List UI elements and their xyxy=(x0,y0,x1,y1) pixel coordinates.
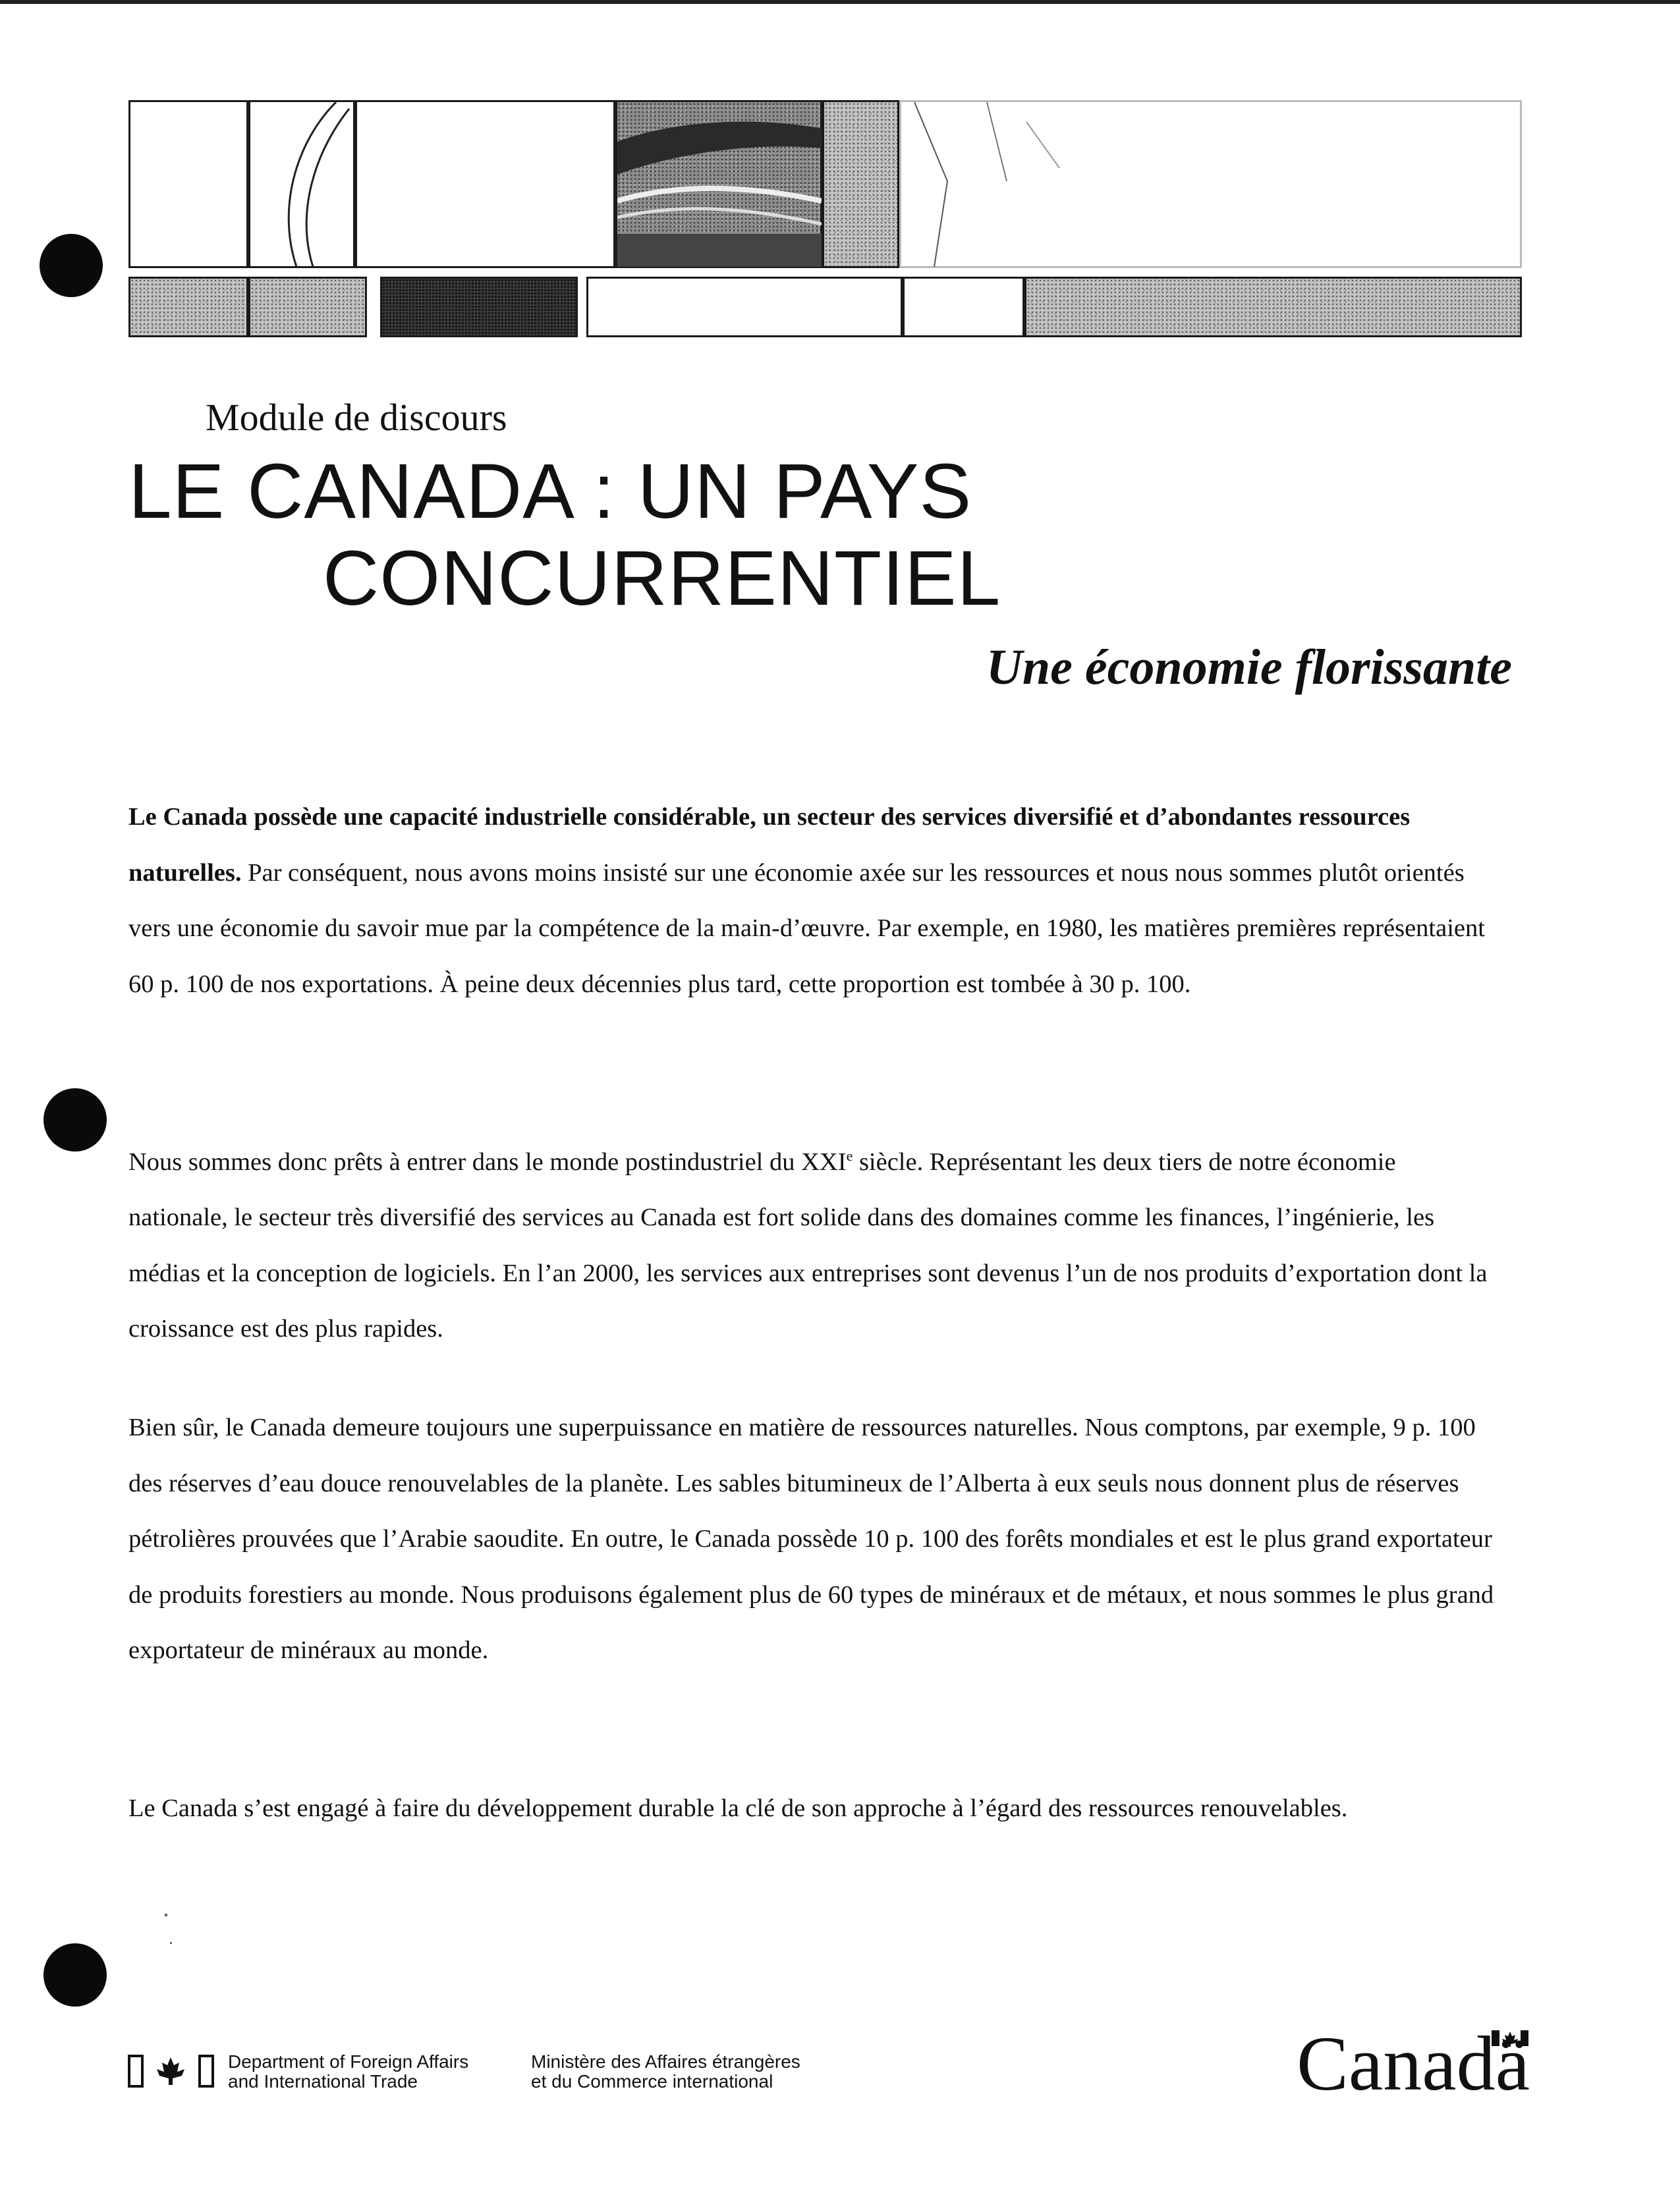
banner-lines xyxy=(908,102,1106,267)
banner-photo-shapes xyxy=(617,102,822,267)
banner-panel xyxy=(903,277,1024,337)
paragraph-2 xyxy=(128,1128,1499,1357)
canada-wordmark: Canadä xyxy=(1297,2020,1530,2107)
department-name-en xyxy=(228,2052,468,2092)
page-subtitle: Une économie florissante xyxy=(986,640,1512,695)
department-name-fr-line1: Ministère des Affaires étrangères xyxy=(531,2051,800,2072)
scan-speck xyxy=(170,1942,172,1944)
banner-panel xyxy=(586,277,903,337)
banner-panel xyxy=(1024,277,1522,337)
banner-panel xyxy=(128,100,248,268)
punch-hole-bottom xyxy=(43,1943,107,2007)
banner-panel xyxy=(822,100,899,268)
paragraph-1-text: Par conséquent, nous avons moins insisté sur une économie axée sur les ressources et nous nous sommes plutôt orientés vers une économie du savoir mue par la compétence de la main-d’œuvre. Par exemple, en 1980, les matières premières représentaient 60 p. 100 de nos exportations. À peine deux décennies plus tard, cette proportion est tombée à 30 p. 100. xyxy=(128,858,1485,998)
banner-photo-panel xyxy=(615,100,822,268)
banner-panel xyxy=(380,277,578,337)
page-title-line1: LE CANADA : UN PAYS xyxy=(128,448,972,535)
module-label: Module de discours xyxy=(206,396,507,439)
banner-panel xyxy=(128,277,248,337)
banner-panel xyxy=(899,100,1522,268)
paragraph-2-superscript: e xyxy=(846,1148,853,1164)
paragraph-3: Bien sûr, le Canada demeure toujours une superpuissance en matière de ressources naturelles. Nous comptons, par exemple, 9 p. 100 des réserves d’eau douce renouvelables de la planète. Les sables bitumineux de l’Alberta à eux seuls nous donnent plus de réserves pétrolières prouvées que l’Arabie saoudite. En outre, le Canada possède 10 p. 100 des forêts mondiales et est le plus grand exportateur de produits forestiers au monde. Nous produisons également plus de 60 types de minéraux et de métaux, et nous sommes le plus grand exportateur de minéraux au monde. xyxy=(128,1414,1494,1664)
page-title-line2: CONCURRENTIEL xyxy=(323,535,1001,622)
paragraph-1-lead: Le Canada possède une capacité industrielle considérable, un secteur des services diversifié et d’abondantes ressources naturelles. xyxy=(128,803,1411,887)
paragraph-1 xyxy=(128,789,1499,1012)
paragraph-2-text-b: siècle. Représentant les deux tiers de notre économie nationale, le secteur très diversifié des services au Canada est fort solide dans des domaines comme les finances, l’ingénierie, les médias et la conception de logiciels. En l’an 2000, les services aux entreprises sont devenus l’un de nos produits d’exportation dont la croissance est des plus rapides. xyxy=(128,1148,1488,1343)
header-banner xyxy=(128,100,1522,337)
banner-curve xyxy=(250,102,356,267)
canada-flag-icon xyxy=(126,2052,215,2089)
department-name-en-line1: Department of Foreign Affairs xyxy=(228,2051,469,2072)
department-name-fr xyxy=(531,2052,800,2092)
department-name-fr-line2: et du Commerce international xyxy=(531,2071,773,2092)
department-name-en-line2: and International Trade xyxy=(228,2071,418,2092)
page-title xyxy=(128,448,1001,622)
banner-panel xyxy=(248,100,355,268)
scan-speck xyxy=(165,1914,167,1916)
punch-hole-middle xyxy=(43,1088,107,1152)
banner-panel xyxy=(355,100,615,268)
top-scan-rule xyxy=(0,0,1680,4)
paragraph-2-text-a: Nous sommes donc prêts à entrer dans le monde postindustriel du XXI xyxy=(128,1148,847,1176)
paragraph-4: Le Canada s’est engagé à faire du développement durable la clé de son approche à l’égard des ressources renouvelables. xyxy=(128,1794,1348,1822)
banner-panel xyxy=(248,277,367,337)
punch-hole-top xyxy=(40,234,103,297)
